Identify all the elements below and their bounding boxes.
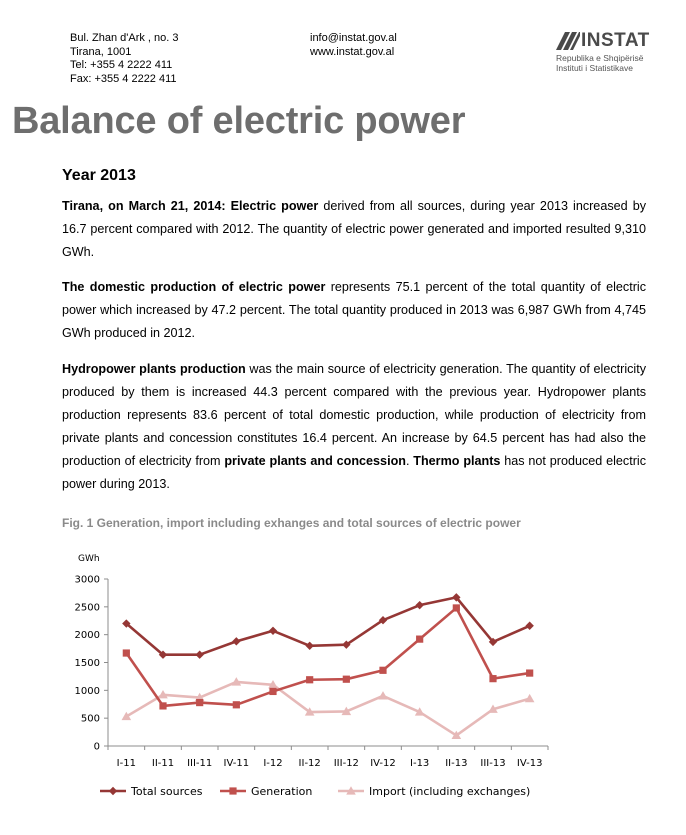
x-tick-label: III-11: [187, 758, 213, 769]
paragraph-2-lead: The domestic production of electric power: [62, 280, 326, 294]
paragraph-3-text: was the main source of electricity generation. The quantity of electricity produced by them is increased 44.3 percent compared with the previous year. Hydropower plants production represents 83.6 percent of total domestic production, while production of electricity from private plants and concession constitutes 16.4 percent. An increase by 64.5 percent has had also the production of electricity from: [62, 362, 647, 468]
page-title: Balance of electric power: [12, 100, 466, 142]
data-point-generation: [453, 604, 460, 611]
website-link[interactable]: www.instat.gov.al: [310, 45, 395, 58]
paragraph-3-text-3: has not produced electric power during 2013.: [62, 454, 646, 491]
data-point-total-sources: [525, 622, 533, 630]
y-tick-label: 0: [93, 741, 100, 753]
data-point-generation: [489, 675, 496, 682]
data-point-generation: [233, 701, 240, 708]
y-tick-label: 1000: [74, 685, 100, 697]
y-axis-label: GWh: [78, 554, 100, 564]
paragraph-2-text: represents 75.1 percent of the total quantity of electric power which increased by 47.2 percent. The total quantity produced in 2013 was 6,987 GWh from 4,745 GWh produced in 2012.: [62, 280, 646, 340]
series-line-import-including-exchanges: [126, 682, 529, 735]
legend-label-total-sources: Total sources: [131, 785, 203, 798]
paragraph-3: [62, 358, 646, 496]
figure-title: Fig. 1 Generation, import including exhanges and total sources of electric power: [62, 516, 521, 530]
data-point-generation: [379, 667, 386, 674]
legend-label-generation: Generation: [251, 785, 313, 798]
paragraph-3-lead: Hydropower plants production: [62, 362, 246, 376]
data-point-generation: [123, 649, 130, 656]
y-tick-label: 2000: [74, 630, 100, 642]
x-tick-label: III-12: [333, 758, 359, 769]
paragraph-3-bold-3: Thermo plants: [413, 454, 501, 468]
instat-logo: [556, 30, 656, 73]
data-point-generation: [343, 676, 350, 683]
x-tick-label: III-13: [480, 758, 506, 769]
paragraph-3-bold-2: private plants and concession: [224, 454, 406, 468]
paragraph-1-text: derived from all sources, during year 2013 increased by 16.7 percent compared with 2012. The quantity of electric power generated and imported resulted 9,310 GWh.: [62, 199, 646, 259]
paragraph-2: [62, 276, 646, 345]
x-tick-label: I-12: [263, 758, 283, 769]
contact-block: [310, 32, 397, 59]
address-line-2: Tirana, 1001: [70, 45, 132, 58]
data-point-generation: [269, 688, 276, 695]
address-line-1: Bul. Zhan d'Ark , no. 3: [70, 32, 179, 44]
data-point-total-sources: [269, 627, 277, 635]
data-point-total-sources: [232, 637, 240, 645]
x-tick-label: I-11: [116, 758, 136, 769]
paragraph-3-text-2: .: [405, 454, 414, 468]
x-tick-label: IV-12: [370, 758, 396, 769]
data-point-import-including-exchanges: [378, 691, 388, 699]
x-tick-label: IV-13: [516, 758, 543, 769]
data-point-generation: [526, 669, 533, 676]
x-tick-label: II-13: [445, 758, 468, 769]
logo-icon: [556, 32, 580, 50]
series-line-generation: [126, 608, 529, 706]
x-tick-label: I-13: [410, 758, 430, 769]
logo-subtitle-1: Republika e Shqipërisë: [556, 53, 644, 63]
x-tick-label: II-11: [151, 758, 175, 769]
address-line-3: Tel: +355 4 2222 411: [70, 59, 173, 71]
x-tick-label: IV-11: [223, 758, 250, 769]
data-point-generation: [159, 702, 166, 709]
data-point-generation: [196, 699, 203, 706]
data-point-total-sources: [415, 601, 423, 609]
x-tick-label: II-12: [298, 758, 321, 769]
logo-subtitle-2: Instituti i Statistikave: [556, 63, 634, 73]
data-point-total-sources: [195, 651, 203, 659]
paragraph-1-lead: Tirana, on March 21, 2014: Electric power: [62, 199, 319, 213]
y-tick-label: 1500: [74, 658, 100, 669]
address-line-4: Fax: +355 4 2222 411: [70, 72, 177, 85]
email-link[interactable]: info@instat.gov.al: [310, 32, 397, 44]
data-point-import-including-exchanges: [525, 694, 535, 702]
series-line-total-sources: [126, 597, 529, 654]
data-point-generation: [416, 636, 423, 643]
logo-wordmark: [556, 30, 656, 52]
y-tick-label: 2500: [74, 602, 100, 614]
line-chart: [60, 540, 560, 810]
section-heading: Year 2013: [62, 167, 136, 184]
data-point-generation: [306, 676, 313, 683]
logo-name: INSTAT: [581, 30, 650, 51]
legend-label-import-including-exchanges: Import (including exchanges): [369, 785, 531, 798]
paragraph-1: [62, 195, 646, 264]
data-point-total-sources: [305, 642, 313, 650]
y-tick-label: 500: [80, 713, 100, 725]
legend-marker-total-sources: [109, 787, 117, 795]
legend-marker-generation: [229, 787, 236, 794]
y-tick-label: 3000: [74, 574, 100, 586]
address-block: [70, 32, 179, 86]
